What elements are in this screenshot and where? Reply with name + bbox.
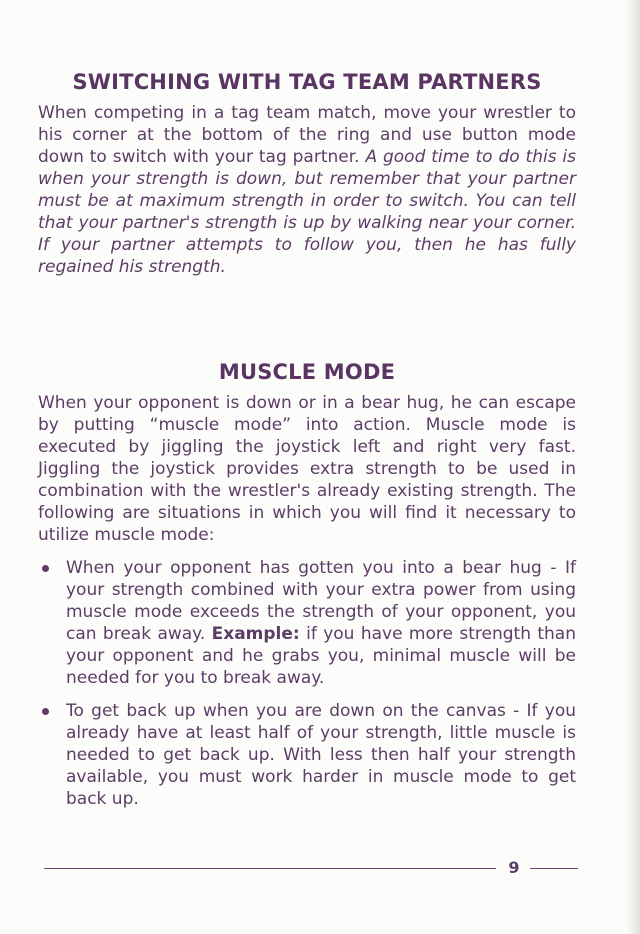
bear-hug-example-text: if you have more strength than your opponent and he grabs you, minimal muscle will be needed for you to break away. [66,624,576,688]
page-footer [44,857,578,879]
tag-team-text-plain: When competing in a tag team match, move your wrestler to his corner at the bottom of the ring and use button mode down to switch with your tag partner. [38,103,576,167]
list-item-get-up [38,700,576,810]
bullet-icon [42,708,49,715]
section-title-muscle-mode: MUSCLE MODE [218,360,396,384]
page-edge-shading [626,0,640,934]
footer-rule-right [530,868,578,869]
tag-team-paragraph [38,102,576,278]
section-muscle-mode [38,358,576,821]
get-up-text: To get back up when you are down on the canvas - If you already have at least half of your strength, little muscle is needed to get back up. With less then half your strength available, you must work harder in muscle mode to get back up. [66,701,576,809]
muscle-mode-intro: When your opponent is down or in a bear hug, he can escape by putting “muscle mode” into action. Muscle mode is executed by jiggling the joystick left and right very fast. Jiggling the joystick provides extra strength to be used in combination with the wrestler's already existing strength. The following are situations in which you will find it necessary to utilize muscle mode: [38,393,576,545]
footer-rule-left [44,868,496,869]
section-tag-team [38,68,576,278]
tag-team-text-italic: A good time to do this is when your strength is down, but remember that your partner must be at maximum strength in order to switch. You can tell that your partner's strength is up by walking near your corner. If your partner attempts to follow you, then he has fully regained his strength. [38,147,577,277]
bear-hug-text: When your opponent has gotten you into a bear hug - If your strength combined with your extra power from using muscle mode exceeds the strength of your opponent, you can break away. [66,558,576,644]
muscle-mode-list [38,557,576,810]
section-title-tag-team: SWITCHING WITH TAG TEAM PARTNERS [72,70,542,94]
example-label: Example: [211,624,300,644]
bullet-icon [42,565,49,572]
page-number: 9 [508,858,520,877]
list-item-bear-hug [38,557,576,689]
